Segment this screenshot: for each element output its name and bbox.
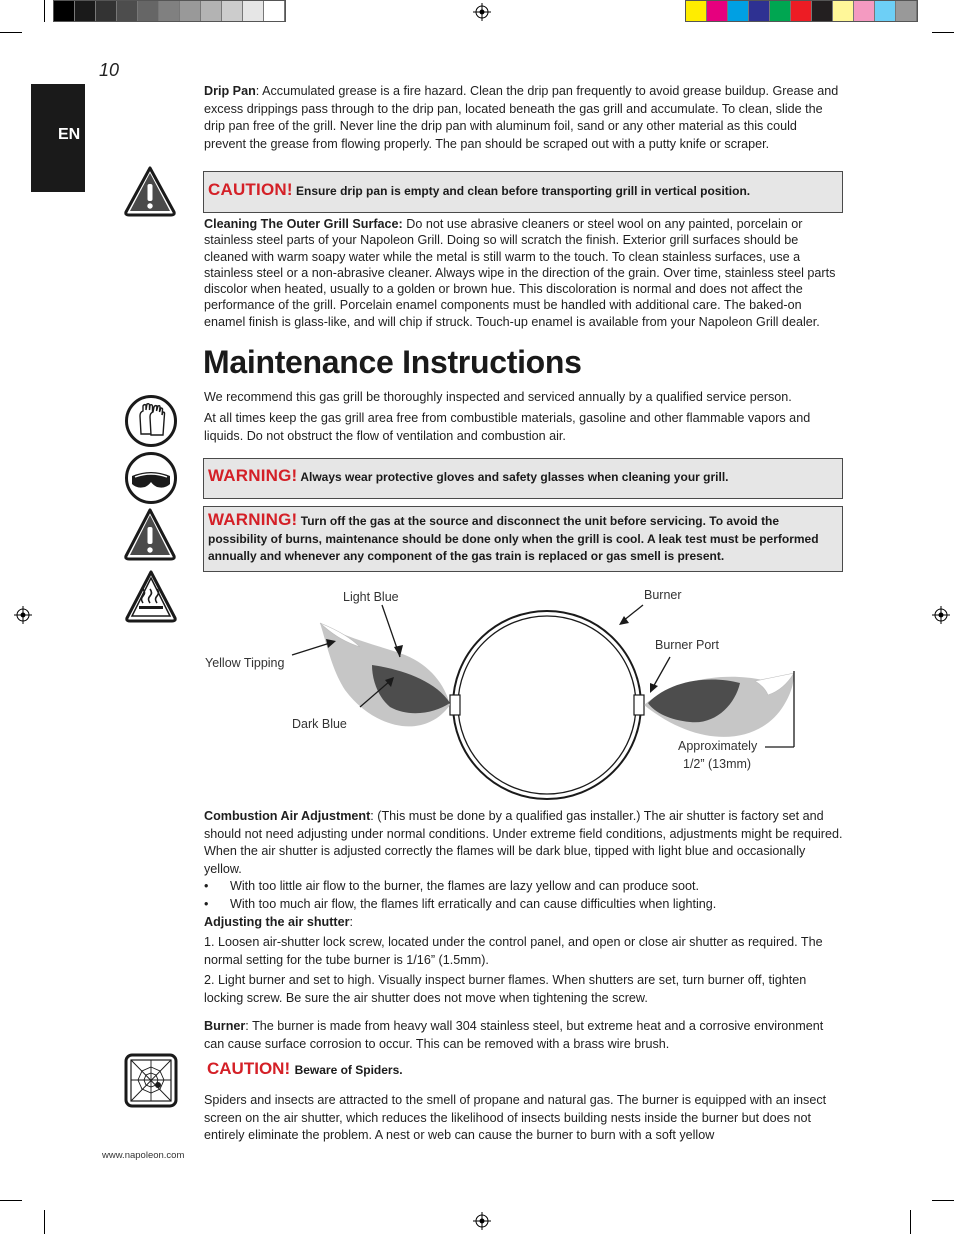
safety-glasses-icon — [124, 451, 178, 505]
footer-url: www.napoleon.com — [102, 1150, 185, 1161]
caution-tag: CAUTION! — [207, 1059, 291, 1078]
adjust-heading — [204, 914, 844, 932]
burner-paragraph — [204, 1018, 844, 1053]
crop-mark — [910, 1210, 911, 1234]
adjust-step-1: 1. Loosen air-shutter lock screw, located under the control panel, and open or close air shutter as required. The normal setting for the tube burner is 1/16” (1.5mm). — [204, 935, 823, 967]
color-swatch — [159, 1, 180, 21]
pointer-burner-port — [652, 657, 670, 689]
burner-flame-diagram — [200, 585, 850, 800]
combustion-section — [204, 808, 844, 1008]
combustion-paragraph — [204, 808, 844, 878]
caution-text: Beware of Spiders. — [294, 1063, 403, 1077]
adjust-step-2: 2. Light burner and set to high. Visually inspect burner flames. When shutters are set, turn burner off, tighten locking screw. Be sure the air shutter does not move when tightening the screw. — [204, 973, 807, 1005]
language-tab — [31, 84, 85, 192]
registration-mark-icon — [473, 3, 491, 21]
spider-web-icon — [124, 1053, 178, 1108]
burner-label: Burner — [204, 1019, 246, 1033]
crop-mark — [44, 0, 45, 22]
label-dark-blue: Dark Blue — [292, 717, 347, 731]
label-approx-line2: 1/2” (13mm) — [683, 757, 752, 771]
warning-gas-callout — [203, 506, 843, 572]
outer-surface-text: Do not use abrasive cleaners or steel wool on any painted, porcelain or stainless steel parts of your Napoleon Grill. Doing so will scratch the finish. Exterior grill surfaces should be cleaned with warm soapy water while the metal is still warm to the touch. To clean stainless surfaces, use a stainless steel or a non-abrasive cleaner. Always wipe in the direction of the grain. Over time, stainless steel parts discolor when heated, usually to a golden or brown hue. This discoloration is normal and does not affect the performance of the grill. Porcelain enamel components must be handled with additional care. The baked-on enamel finish is glass-like, and will chip if struck. Touch-up enamel is available from your Napoleon Grill dealer. — [204, 217, 836, 329]
list-item: • With too little air flow to the burner, the flames are lazy yellow and can produce soot. — [204, 878, 844, 896]
label-yellow-tipping: Yellow Tipping — [205, 656, 285, 670]
color-swatch — [96, 1, 117, 21]
combustion-text: : (This must be done by a qualified gas installer.) The air shutter is factory set and should not need adjusting under normal conditions. Under extreme field conditions, adjustments might be required. When the air shutter is adjusted correctly the flames will be dark blue, tipped with light blue and occasionally yellow. — [204, 809, 843, 876]
drip-pan-text: : Accumulated grease is a fire hazard. Clean the drip pan frequently to avoid grease buildup. Grease and excess drippings pass through to the drip pan, located beneath the gas grill and accumulate. To clean, slide the drip pan free of the grill. Never line the drip pan with aluminum foil, sand or any other material as this could prevent the grease from flowing properly. The pan should be scraped out with a putty knife or scraper. — [204, 84, 839, 151]
combustion-bullets — [204, 878, 844, 913]
adjust-label: Adjusting the air shutter — [204, 914, 350, 929]
caution-spiders-line — [207, 1059, 403, 1079]
label-burner-port: Burner Port — [655, 638, 719, 652]
maintenance-heading: Maintenance Instructions — [203, 344, 582, 380]
gloves-icon — [124, 394, 178, 448]
registration-mark-icon — [473, 1212, 491, 1230]
color-swatch — [854, 1, 875, 21]
warning-text: Always wear protective gloves and safety glasses when cleaning your grill. — [300, 470, 729, 484]
left-flame — [320, 623, 450, 726]
warning-tag: WARNING! — [208, 466, 298, 485]
burner-tube — [453, 611, 641, 799]
hot-surface-icon — [124, 569, 178, 623]
list-item: • With too much air flow, the flames lift erratically and can cause difficulties when lighting. — [204, 896, 844, 914]
color-swatch — [201, 1, 222, 21]
combustion-label: Combustion Air Adjustment — [204, 809, 371, 823]
color-swatch — [896, 1, 917, 21]
color-swatch — [686, 1, 707, 21]
label-light-blue: Light Blue — [343, 590, 399, 604]
pointer-burner — [623, 605, 643, 621]
color-swatch — [117, 1, 138, 21]
color-swatch — [75, 1, 96, 21]
registration-mark-icon — [932, 606, 950, 624]
color-swatch — [749, 1, 770, 21]
color-swatch — [222, 1, 243, 21]
registration-mark-icon — [14, 606, 32, 624]
color-swatch — [707, 1, 728, 21]
caution-text: Ensure drip pan is empty and clean before transporting grill in vertical position. — [296, 184, 751, 198]
caution-drip-pan-callout — [203, 171, 843, 213]
color-swatch — [243, 1, 264, 21]
outer-surface-paragraph — [204, 216, 844, 330]
crop-mark — [932, 32, 954, 33]
drip-pan-paragraph — [204, 83, 840, 153]
maintenance-para-2: At all times keep the gas grill area free from combustible materials, gasoline and other flammable vapors and liquids. Do not obstruct the flow of ventilation and combustion air. — [204, 411, 811, 443]
color-swatch — [875, 1, 896, 21]
crop-mark — [44, 1210, 45, 1234]
maintenance-para-1: We recommend this gas grill be thoroughly inspected and serviced annually by a qualified service person. — [204, 390, 792, 404]
warning-tag: WARNING! — [208, 510, 298, 529]
process-color-bar — [685, 0, 918, 22]
warning-text: Turn off the gas at the source and disconnect the unit before servicing. To avoid the possibility of burns, maintenance should be done only when the grill is cool. A leak test must be performed annually and whenever any component of the gas train is replaced or gas smell is present. — [208, 514, 819, 563]
crop-mark — [932, 1200, 954, 1201]
pointer-yellow-tipping — [292, 643, 330, 655]
color-swatch — [264, 1, 285, 21]
color-swatch — [728, 1, 749, 21]
label-approx-line1: Approximately — [678, 739, 758, 753]
caution-tag: CAUTION! — [208, 180, 293, 199]
page-number: 10 — [99, 60, 120, 80]
color-swatch — [180, 1, 201, 21]
burner-port-left — [450, 695, 460, 715]
warning-gloves-callout — [203, 458, 843, 499]
adjust-colon: : — [349, 914, 354, 929]
crop-mark — [0, 1200, 22, 1201]
label-burner: Burner — [644, 588, 682, 602]
drip-pan-label: Drip Pan — [204, 84, 256, 98]
color-swatch — [812, 1, 833, 21]
right-flame — [644, 673, 794, 737]
outer-surface-label: Cleaning The Outer Grill Surface: — [204, 217, 403, 231]
spiders-paragraph: Spiders and insects are attracted to the smell of propane and natural gas. The burner is equipped with an insect screen on the air shutter, which reduces the likelihood of insects building nests inside the burner but does not entirely eliminate the problem. A nest or web can cause the burner to burn with a soft yellow — [204, 1093, 827, 1143]
crop-mark — [0, 32, 22, 33]
color-swatch — [770, 1, 791, 21]
warning-triangle-icon — [124, 165, 176, 217]
color-swatch — [833, 1, 854, 21]
color-swatch — [138, 1, 159, 21]
language-tab-label: EN — [58, 126, 81, 143]
warning-triangle-icon — [124, 507, 176, 561]
color-swatch — [791, 1, 812, 21]
color-swatch — [54, 1, 75, 21]
burner-port-right — [634, 695, 644, 715]
grayscale-color-bar — [53, 0, 286, 22]
burner-text: : The burner is made from heavy wall 304 stainless steel, but extreme heat and a corrosive environment can cause surface corrosion to occur. This can be removed with a brass wire brush. — [204, 1019, 824, 1051]
